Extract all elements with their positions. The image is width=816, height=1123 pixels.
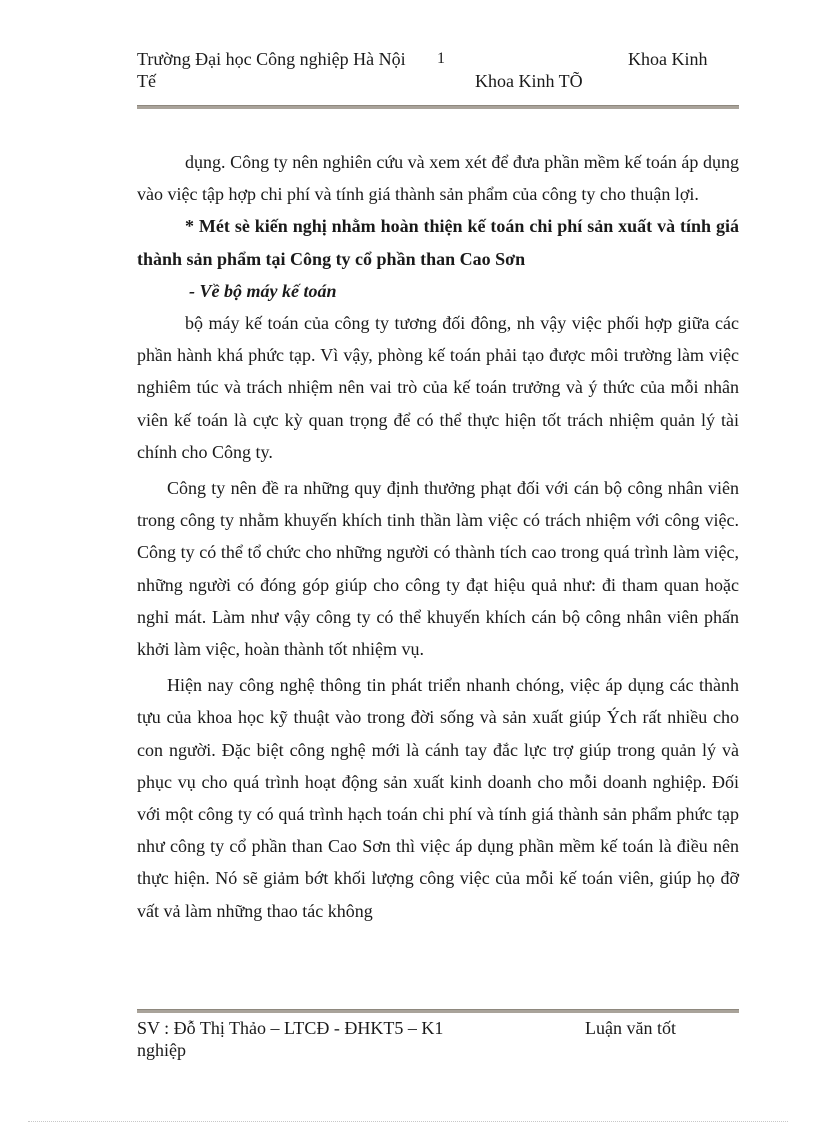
paragraph-accounting-apparatus: bộ máy kế toán của công ty tương đối đông, nh vậy việc phối hợp giữa các phần hành khá phức tạp. Vì vậy, phòng kế toán phải tạo được môi trường làm việc nghiêm túc và trách nhiệm nên vai trò của kế toán trưởng và ý thức của mỗi nhân viên kế toán là cực kỳ quan trọng để có thể thực hiện tốt trách nhiệm quản lý tài chính cho Công ty. — [137, 313, 739, 462]
body-content — [137, 146, 739, 927]
paragraph-intro: dụng. Công ty nên nghiên cứu và xem xét để đưa phần mềm kế toán áp dụng vào việc tập hợp chi phí và tính giá thành sản phẩm của công ty cho thuận lợi. — [137, 152, 739, 205]
section-heading: * Mét sè kiến nghị nhằm hoàn thiện kế toán chi phí sản xuất và tính giá thành sản phẩm tại Công ty cổ phần than Cao Sơn — [137, 216, 739, 269]
paragraph-rewards: Công ty nên đề ra những quy định thưởng phạt đối với cán bộ công nhân viên trong công ty nhằm khuyến khích tinh thần làm việc có trách nhiệm với công việc. Công ty có thể tổ chức cho những người có thành tích cao trong quá trình làm việc, những người có đóng góp giúp cho công ty đạt hiệu quả như: đi tham quan hoặc nghỉ mát. Làm như vậy công ty có thể khuyến khích cán bộ công nhân viên phấn khởi làm việc, hoàn thành tốt nhiệm vụ. — [137, 478, 739, 660]
paragraph-technology: Hiện nay công nghệ thông tin phát triển nhanh chóng, việc áp dụng các thành tựu của khoa học kỹ thuật vào trong đời sống và sản xuất giúp Ých rất nhiều cho con người. Đặc biệt công nghệ mới là cánh tay đắc lực trợ giúp trong quản lý và phục vụ cho quá trình hoạt động sản xuất kinh doanh cho mỗi doanh nghiệp. Đối với một công ty có quá trình hạch toán chi phí và tính giá thành sản phẩm phức tạp như công ty cổ phần than Cao Sơn thì việc áp dụng phần mềm kế toán là điều nên thực hiện. Nó sẽ giảm bớt khối lượng công việc của mỗi kế toán viên, giúp họ đỡ vất vả làm những thao tác không — [137, 675, 739, 921]
header-divider — [137, 105, 739, 109]
header-faculty: Khoa Kinh — [628, 49, 708, 69]
page-bottom-border — [28, 1121, 788, 1122]
footer-student: SV : Đỗ Thị Thảo – LTCĐ - ĐHKT5 – K1 — [137, 1018, 444, 1038]
section-subheading: - Về bộ máy kế toán — [189, 280, 337, 301]
footer-thesis-wrap: nghiệp — [137, 1040, 186, 1060]
header-school: Trường Đại học Công nghiệp Hà Nội — [137, 49, 406, 69]
header-faculty-center: Khoa Kinh TÕ — [475, 71, 583, 91]
header-faculty-wrap: Tế — [137, 71, 156, 91]
footer-thesis-label: Luận văn tốt — [585, 1018, 676, 1038]
footer-divider — [137, 1009, 739, 1013]
header-page-number: 1 — [437, 50, 445, 67]
